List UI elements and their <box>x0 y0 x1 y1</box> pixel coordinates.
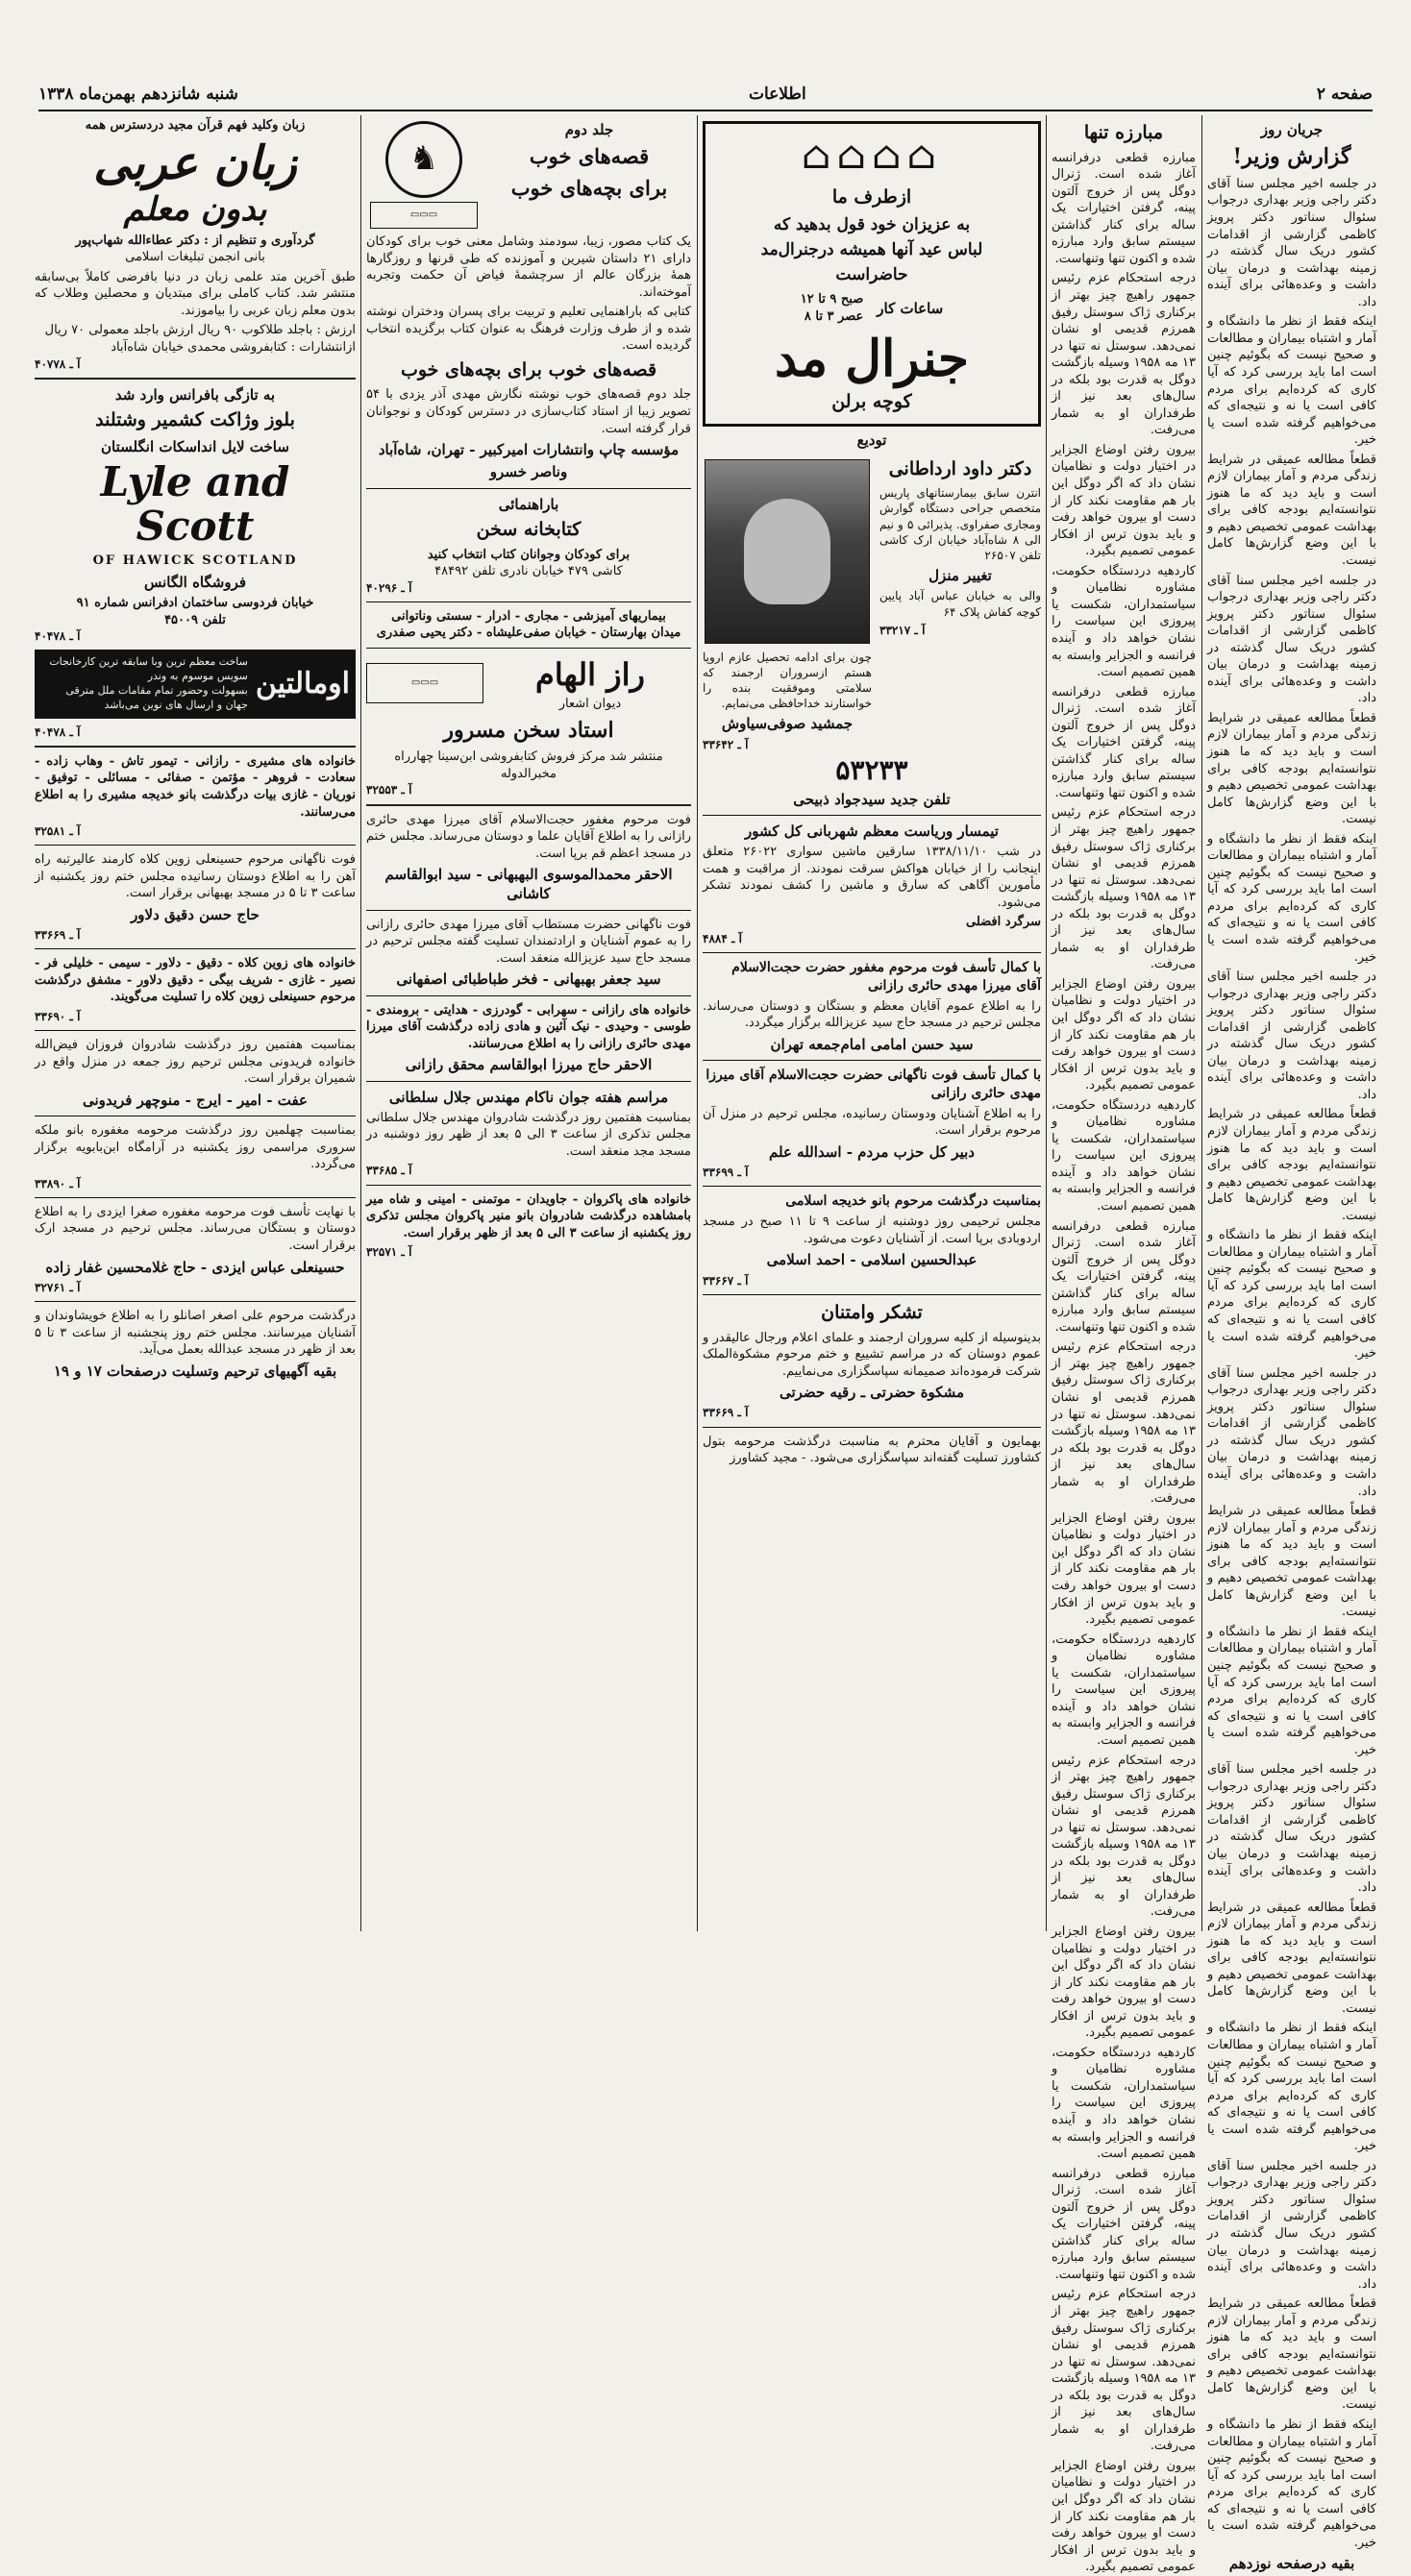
ad-code: آ ـ ۳۳۶۶۷ <box>703 1273 749 1288</box>
column-rule <box>360 115 361 1931</box>
ad-code: آ ـ ۳۲۵۵۳ <box>366 783 412 797</box>
book-price: ارزش : باجلد طلاکوب ۹۰ ریال ارزش باجلد معمولی ۷۰ ریال <box>44 323 356 338</box>
publisher-stamp: ▭▭▭ <box>370 202 478 229</box>
ad-code: آ ـ ۳۳۶۶۹ <box>35 928 81 943</box>
ad-line: حاضراست <box>835 264 908 284</box>
book-author: بانی انجمن تبلیغات اسلامی <box>125 250 265 265</box>
editorial-paragraph: قطعاً مطالعه عمیقی در شرایط زندگی مردم و آمار بیماران لازم است و باید دید که ما هنوز نتوانسته‌ایم بودجه کافی برای بهداشت عمومی تخصیص دهیم و با این وضع گزارش‌ها کامل نیست. <box>1207 1107 1376 1223</box>
guide-label: باراهنمائی <box>498 495 559 513</box>
hours-evening: عصر ۳ تا ۸ <box>804 309 864 324</box>
editorial-paragraph: در جلسه اخیر مجلس سنا آقای دکتر راجی وزیر بهداری درجواب سئوال سناتور دکتر پرویز کاظمی گزارشی از اقدامات کشور دریک سال گذشته در زمینه بهداشت و درمان بیان داشت و وعده‌هائی برای آینده داد. <box>1207 176 1376 309</box>
article-paragraph: کاردهیه دردستگاه حکومت، مشاوره نظامیان و سیاستمداران، شکست یا پیروزی این سیاست را نشان خواهد داد و آینده فرانسه و الجزایر وابسته به همین تصمیم است. <box>1052 1097 1196 1214</box>
thanks-text: بهمایون و آقایان محترم به مناسبت درگذشت مرحومه بتول کشاورز تسلیت گفته‌اند سپاسگزاری می‌شود. - مجید کشاورز <box>703 1434 1041 1466</box>
general-mode-ad <box>703 121 1041 427</box>
poet-name: استاد سخن مسرور <box>443 717 614 743</box>
omaltine-ad <box>35 650 356 718</box>
farewell-ad <box>703 454 872 752</box>
page-footer-note: بقیه آگهیهای ترحیم وتسلیت درصفحات ۱۷ و ۱۹ <box>53 1362 337 1380</box>
condolence-sign: دبیر کل حزب مردم - اسدالله علم <box>769 1143 975 1162</box>
publisher-stamp: ▭▭▭ <box>366 663 483 703</box>
editorial-paragraph: اینکه فقط از نظر ما دانشگاه و آمار و اشتباه بیماران و مطالعات و صحیح نیست که بگوئیم چنین است اما باید بررسی کرد که آیا کاری که کرده‌ایم برای مردم کافی است یا نه و نتیجه‌ای که می‌خواهیم گرفته شده است یا خیر. <box>1207 831 1376 965</box>
article-paragraph: بیرون رفتن اوضاع الجزایر در اختیار دولت و نظامیان نشان داد که اگر دوگل این بار هم مقاومت نکند کار از دست او بیرون خواهد رفت و باید بدون ترس از افکار عمومی تصمیم بگیرد. <box>1052 1924 1196 2041</box>
condolence-sign: سید حسن امامی امام‌جمعه تهران <box>770 1035 974 1053</box>
ad-code: آ ـ ۳۲۵۷۱ <box>366 1245 412 1260</box>
article-paragraph: درجه استحکام عزم رئیس جمهور راهیچ چیز بهتر از برکناری ژاک سوستل رفیق همرزم قدیمی او نشان نمی‌دهد. سوستل نه تنها در ۱۳ مه ۱۹۵۸ وسیله بازگشت دوگل به قدرت بود بلکه در سال‌های بعد نیز از طرفداران او به شمار می‌رفت. <box>1052 271 1196 438</box>
ad-code: آ ـ ۴۰۲۹۶ <box>366 580 412 595</box>
book-title: قصه‌های خوب <box>529 144 650 169</box>
book-title: قصه‌های خوب برای بچه‌های خوب <box>400 358 657 380</box>
editorial-paragraph: در جلسه اخیر مجلس سنا آقای دکتر راجی وزیر بهداری درجواب سئوال سناتور دکتر پرویز کاظمی گزارشی از اقدامات کشور دریک سال گذشته در زمینه بهداشت و درمان بیان داشت و وعده‌هائی برای آینده داد. <box>1207 1365 1376 1499</box>
obituary-text: بمناسبت هفتمین روز درگذشت شادروان فروزان فیض‌الله خانواده فریدونی مجلس ترحیم روز جمعه در منزل واقع در شمیران برقرار است. <box>35 1038 356 1087</box>
column-ads-center <box>703 117 1041 1924</box>
obituary-sign: حسینعلی عباس ایزدی - حاج غلامحسین غفار زاده <box>45 1258 345 1276</box>
book-description: طبق آخرین متد علمی زبان در دنیا بافرضی کاملاً بی‌سابقه منتشر شد. کتاب کاملی برای مبتدیان و محصلین وطلاب که بدون معلم زبان عربی را بیاموزند. <box>35 269 356 318</box>
thanks-title: تشکر وامتنان <box>821 1301 923 1323</box>
move-label: تغییر منزل <box>928 567 992 585</box>
publisher-logo-icon: ♞ <box>385 121 462 198</box>
article-paragraph: بیرون رفتن اوضاع الجزایر در اختیار دولت و نظامیان نشان داد که اگر دوگل این بار هم مقاومت نکند کار از دست او بیرون خواهد رفت و باید بدون ترس از افکار عمومی تصمیم بگیرد. <box>1052 976 1196 1093</box>
brand-name: جنرال مد <box>774 329 969 388</box>
issue-date: شنبه شانزدهم بهمن‌ماه ۱۳۳۸ <box>38 85 238 104</box>
obituary-text: بمناسبت هفتمین روز درگذشت شادروان مهندس جلال سلطانی مجلس تذکری از ساعت ۳ الی ۵ بعد از ظهر روز دوشنبه در مسجد مجد منعقد است. <box>366 1110 691 1159</box>
ad-code: آ ـ ۳۳۶۹۹ <box>703 1165 749 1180</box>
ad-line: ازطرف ما <box>831 186 912 208</box>
editorial-paragraph: اینکه فقط از نظر ما دانشگاه و آمار و اشتباه بیماران و مطالعات و صحیح نیست که بگوئیم چنین است اما باید بررسی کرد که آیا کاری که کرده‌ایم برای مردم کافی است یا نه و نتیجه‌ای که می‌خواهیم گرفته شده است یا خیر. <box>1207 1624 1376 1757</box>
arabic-book-title: زبان عربی <box>93 135 297 190</box>
store-phone: تلفن ۴۵۰۰۹ <box>164 612 226 627</box>
column-article <box>1052 117 1196 2575</box>
obituary-text: خانواده های رازانی - سهرابی - گودرزی - هدایتی - برومندی - طوسی - وحیدی - نیک آئین و هادی زاده درگذشت آقای میرزا مهدی حائری رازانی را به اطلاع می‌رسانند. <box>366 1002 691 1051</box>
hours-morning: صبح ۹ تا ۱۲ <box>800 292 864 307</box>
obituary-text: فوت ناگهانی مرحوم حسینعلی زوین کلاه کارمند عالیرتبه راه آهن را به اطلاع دوستان رسانیده مجلس ختم روز یکشنبه از ساعت ۳ تا ۵ در مسجد بهبهانی برقرار است. <box>35 852 356 901</box>
ad-code: آ ـ ۴۸۸۴ <box>703 931 742 945</box>
condolence-text: مجلس ترحیمی روز دوشنبه از ساعت ۹ تا ۱۱ صبح در مسجد اردوبادی برپا است. از آشنایان دعوت می‌شود. <box>703 1214 1042 1246</box>
arabic-book-tagline: زبان وکلید فهم قرآن مجید دردسترس همه <box>85 118 306 133</box>
poetry-publisher: منتشر شد مرکز فروش کتابفروشی ابن‌سینا چهارراه مخبرالدوله <box>394 749 663 781</box>
article-paragraph: مبارزه قطعی درفرانسه آغاز شده است. ژنرال دوگل پس از خروج آلتون پینه، گرفتن اختیارات یک ساله برای کنار گذاشتن سیستم سابق وارد مبارزه شده و اکنون تنها وتنهاست. <box>1052 2166 1196 2282</box>
ad-code: آ ـ ۳۳۶۸۵ <box>366 1164 412 1178</box>
farewell-text: چون برای ادامه تحصیل عازم اروپا هستم ازسروران ارجمند که سلامتی وموفقیت بنده را خواستارند خداحافظی می‌نمایم. <box>703 650 872 711</box>
obituary-text: بمناسبت چهلمین روز درگذشت مرحومه مغفوره بانو ملکه سروری مراسمی روز یکشنبه در آرامگاه ابن‌بابویه برگزار می‌گردد. <box>35 1123 356 1172</box>
obituary-sign: حاج حسن دقیق دلاور <box>131 905 260 923</box>
editorial-paragraph: اینکه فقط از نظر ما دانشگاه و آمار و اشتباه بیماران و مطالعات و صحیح نیست که بگوئیم چنین است اما باید بررسی کرد که آیا کاری که کرده‌ایم برای مردم کافی است یا نه و نتیجه‌ای که می‌خواهیم گرفته شده است یا خیر. <box>1207 1228 1376 1362</box>
obituary-text: خانواده های زوین کلاه - دقیق - دلاور - سیمی - خلیلی فر - نصیر - غازی - شریف بیگی - دقیق دلاور - مشفق درگذشت مرحوم حسینعلی زوین کلاه را تسلیت می‌گویند. <box>35 956 356 1005</box>
thanks-text: بدینوسیله از کلیه سروران ارجمند و علمای اعلام ورجال عالیقدر و عموم دوستان که در مراسم تشییع و ختم مرحوم مشکوة‌الملک شرکت فرموده‌اند صمیمانه سپاسگزاری می‌نماییم. <box>703 1330 1041 1379</box>
editorial-paragraph: در جلسه اخیر مجلس سنا آقای دکتر راجی وزیر بهداری درجواب سئوال سناتور دکتر پرویز کاظمی گزارشی از اقدامات کشور دریک سال گذشته در زمینه بهداشت و درمان بیان داشت و وعده‌هائی برای آینده داد. <box>1207 573 1376 706</box>
clinic-line: بیماریهای آمیزشی - مجاری - ادرار - سستی وناتوانی <box>391 608 666 624</box>
obituary-text: خانواده های مشیری - رازانی - تیمور تاش - وهاب زاده - سعادت - فروهر - مؤتمن - صفائی - مسائلی - توفیق - نوریان - غازی بیات درگذشت بانو خدیجه مشیری را به اطلاع می‌رسانند. <box>35 753 356 820</box>
article-paragraph: بیرون رفتن اوضاع الجزایر در اختیار دولت و نظامیان نشان داد که اگر دوگل این بار هم مقاومت نکند کار از دست او بیرون خواهد رفت و باید بدون ترس از افکار عمومی تصمیم بگیرد. <box>1052 1510 1196 1628</box>
continued-note: بقیه درصفحه نوزدهم <box>1228 2555 1355 2573</box>
ad-code: آ ـ ۳۲۷۶۱ <box>35 1280 81 1294</box>
condolence-sign: عبدالحسین اسلامی - احمد اسلامی <box>766 1251 978 1269</box>
article-paragraph: مبارزه قطعی درفرانسه آغاز شده است. ژنرال دوگل پس از خروج آلتون پینه، گرفتن اختیارات یک ساله برای کنار گذاشتن سیستم سابق وارد مبارزه شده و اکنون تنها وتنهاست. <box>1052 684 1196 800</box>
news-text: در شب ۱۳۳۸/۱۱/۱۰ سارقین ماشین سواری ۲۶۰۲۲ متعلق اینجانب را از خیابان هواکش سرقت نمودند. از مراقبت و همت مأمورین آگاهی که سارق و ماشین را کشف نمودند تشکر می‌شود. <box>703 845 1041 910</box>
product-maker: ساخت لایل انداسکات انگلستان <box>101 437 289 455</box>
editorial-paragraph: اینکه فقط از نظر ما دانشگاه و آمار و اشتباه بیماران و مطالعات و صحیح نیست که بگوئیم چنین است اما باید بررسی کرد که آیا کاری که کرده‌ایم برای مردم کافی است یا نه و نتیجه‌ای که می‌خواهیم گرفته شده است یا خیر. <box>1207 2021 1376 2154</box>
farewell-label: تودیع <box>856 431 887 450</box>
article-paragraph: کاردهیه دردستگاه حکومت، مشاوره نظامیان و سیاستمداران، شکست یا پیروزی این سیاست را نشان خواهد داد و آینده فرانسه و الجزایر وابسته به همین تصمیم است. <box>1052 1631 1196 1748</box>
obituary-sign: عفت - امیر - ایرج - منوچهر فریدونی <box>83 1091 308 1109</box>
omaltine-text: بسهولت وحضور تمام مقامات ملل مترقی جهان و ارسال های نوین می‌باشد <box>65 684 248 711</box>
ad-line: به عزیزان خود قول بدهید که <box>773 214 971 234</box>
poetry-subtitle: دیوان اشعار <box>558 697 622 712</box>
book-description: یک کتاب مصور، زیبا، سودمند وشامل معنی خوب برای کودکان دارای ۲۱ داستان شیرین و آموزنده که طی قرنها و روزگارها همهٔ بزرگان عالم از سرچشمهٔ فیاض آن حکمت وتجربه آموخته‌اند. <box>366 234 691 300</box>
clinic-line: میدان بهارستان - خیابان صفی‌علیشاه - دکتر یحیی صفدری <box>376 626 681 641</box>
store-name: فروشگاه الگانس <box>143 573 247 591</box>
article-paragraph: مبارزه قطعی درفرانسه آغاز شده است. ژنرال دوگل پس از خروج آلتون پینه، گرفتن اختیارات یک ساله برای کنار گذاشتن سیستم سابق وارد مبارزه شده و اکنون تنها وتنهاست. <box>1052 1218 1196 1335</box>
editorial-title: گزارش وزیر! <box>1232 144 1351 170</box>
page-header <box>38 83 1373 111</box>
article-paragraph: درجه استحکام عزم رئیس جمهور راهیچ چیز بهتر از برکناری ژاک سوستل رفیق همرزم قدیمی او نشان نمی‌دهد. سوستل نه تنها در ۱۳ مه ۱۹۵۸ وسیله بازگشت دوگل به قدرت بود بلکه در سال‌های بعد نیز از طرفداران او به شمار می‌رفت. <box>1052 1753 1196 1920</box>
library-name: کتابخانه سخن <box>476 518 582 540</box>
publisher-name: مؤسسه چاپ وانتشارات امیرکبیر - تهران، شاه‌آباد <box>378 441 680 459</box>
ad-code: آ ـ ۴۰۴۷۸ <box>35 629 81 644</box>
news-sign: سرگرد افضلی <box>966 915 1041 930</box>
store-address: خیابان فردوسی ساختمان ادفرانس شماره ۹۱ <box>76 596 314 611</box>
obituary-sign: الاحقر محمدالموسوی البهبهانی - سید ابوالقاسم کاشانی <box>384 866 673 903</box>
doctor-details: انترن سابق بیمارستانهای پاریس متخصص جراحی دستگاه گوارش ومجاری صفراوی. پذیرائی ۵ و نیم الی ۸ شاه‌آباد خیابان ارک کاشی تلفن ۲۶۵۰۷ <box>879 486 1042 563</box>
column-rule <box>697 115 698 1931</box>
news-title: تیمسار وریاست معظم شهربانی کل کشور <box>745 822 999 840</box>
editorial-paragraph: در جلسه اخیر مجلس سنا آقای دکتر راجی وزیر بهداری درجواب سئوال سناتور دکتر پرویز کاظمی گزارشی از اقدامات کشور دریک سال گذشته در زمینه بهداشت و درمان بیان داشت و وعده‌هائی برای آینده داد. <box>1207 969 1376 1102</box>
article-paragraph: کاردهیه دردستگاه حکومت، مشاوره نظامیان و سیاستمداران، شکست یا پیروزی این سیاست را نشان خواهد داد و آینده فرانسه و الجزایر وابسته به همین تصمیم است. <box>1052 2045 1196 2162</box>
obituary-sign: الاحقر حاج میرزا ابوالقاسم محقق رازانی <box>405 1056 653 1074</box>
omaltine-brand: اومالتین <box>255 666 350 700</box>
article-title: مبارزه تنها <box>1083 122 1164 143</box>
ad-code: آ ـ ۴۰۴۷۸ <box>35 724 81 739</box>
condolence-title: با کمال تأسف فوت ناگهانی حضرت حجت‌الاسلام آقای میرزا مهدی حائری رازانی <box>706 1067 1041 1102</box>
book-title: برای بچه‌های خوب <box>510 175 668 200</box>
editorial-paragraph: در جلسه اخیر مجلس سنا آقای دکتر راجی وزیر بهداری درجواب سئوال سناتور دکتر پرویز کاظمی گزارشی از اقدامات کشور دریک سال گذشته در زمینه بهداشت و درمان بیان داشت و وعده‌هائی برای آینده داد. <box>1207 2158 1376 2292</box>
article-paragraph: درجه استحکام عزم رئیس جمهور راهیچ چیز بهتر از برکناری ژاک سوستل رفیق همرزم قدیمی او نشان نمی‌دهد. سوستل نه تنها در ۱۳ مه ۱۹۵۸ وسیله بازگشت دوگل به قدرت بود بلکه در سال‌های بعد نیز از طرفداران او به شمار می‌رفت. <box>1052 1339 1196 1507</box>
obituary-sign: سید جعفر بهبهانی - فخر طباطبائی اصفهانی <box>396 970 661 989</box>
article-paragraph: درجه استحکام عزم رئیس جمهور راهیچ چیز بهتر از برکناری ژاک سوستل رفیق همرزم قدیمی او نشان نمی‌دهد. سوستل نه تنها در ۱۳ مه ۱۹۵۸ وسیله بازگشت دوگل به قدرت بود بلکه در سال‌های بعد نیز از طرفداران او به شمار می‌رفت. <box>1052 2287 1196 2454</box>
product-name: بلوز وژاکت کشمیر وشتلند <box>95 409 295 430</box>
obituary-text: خانواده های پاکروان - جاویدان - موتمنی - امینی و شاه میر بامشاهده درگذشت شادروان بانو منیر پاکروان مجلس تذکری روز یکشنبه از ساعت ۳ الی ۵ بعد از ظهر برقرار است. <box>366 1191 691 1240</box>
obituary-title: مراسم هفته جوان ناکام مهندس جلال سلطانی <box>388 1088 669 1106</box>
editorial-paragraph: در جلسه اخیر مجلس سنا آقای دکتر راجی وزیر بهداری درجواب سئوال سناتور دکتر پرویز کاظمی گزارشی از اقدامات کشور دریک سال گذشته در زمینه بهداشت و درمان بیان داشت و وعده‌هائی برای آینده داد. <box>1207 1762 1376 1896</box>
lyle-scott-sub: OF HAWICK SCOTLAND <box>92 553 298 569</box>
ad-code: آ ـ ۳۳۶۴۲ <box>703 737 749 751</box>
brand-address: کوچه برلن <box>831 390 912 412</box>
editorial-paragraph: قطعاً مطالعه عمیقی در شرایط زندگی مردم و آمار بیماران لازم است و باید دید که ما هنوز نتوانسته‌ایم بودجه کافی برای بهداشت عمومی تخصیص دهیم و با این وضع گزارش‌ها کامل نیست. <box>1207 710 1376 827</box>
farewell-name: جمشید صوفی‌سیاوش <box>721 715 854 733</box>
column-rule <box>1046 115 1047 1931</box>
book-author: گردآوری و تنظیم از : دکتر عطاءالله شهاب‌پور <box>75 233 315 248</box>
ad-code: آ ـ ۳۳۸۹۰ <box>35 1176 81 1190</box>
ad-line: لباس عید آنها همیشه درجنرال‌مد <box>760 239 983 259</box>
editorial-paragraph: قطعاً مطالعه عمیقی در شرایط زندگی مردم و آمار بیماران لازم است و باید دید که ما هنوز نتوانسته‌ایم بودجه کافی برای بهداشت عمومی تخصیص دهیم و با این وضع گزارش‌ها کامل نیست. <box>1207 2296 1376 2413</box>
portrait-photo <box>705 459 870 644</box>
article-paragraph: درجه استحکام عزم رئیس جمهور راهیچ چیز بهتر از برکناری ژاک سوستل رفیق همرزم قدیمی او نشان نمی‌دهد. سوستل نه تنها در ۱۳ مه ۱۹۵۸ وسیله بازگشت دوگل به قدرت بود بلکه در سال‌های بعد نیز از طرفداران او به شمار می‌رفت. <box>1052 805 1196 972</box>
library-address: کاشی ۴۷۹ خیابان نادری تلفن ۴۸۴۹۲ <box>434 564 623 579</box>
omaltine-text: ساخت معظم ترین وبا سابقه ترین کارخانجات سویس موسوم به وندر <box>49 655 248 683</box>
editorial-paragraph: قطعاً مطالعه عمیقی در شرایط زندگی مردم و آمار بیماران لازم است و باید دید که ما هنوز نتوانسته‌ایم بودجه کافی برای بهداشت عمومی تخصیص دهیم و با این وضع گزارش‌ها کامل نیست. <box>1207 452 1376 568</box>
book-description: کتابی که باراهنمایی تعلیم و تربیت برای پسران ودختران نوشته شده و از طرف وزارت فرهنگ به عنوان کتاب برگزیده انتخاب گردیده است. <box>366 305 691 354</box>
newspaper-name: اطلاعات <box>748 85 806 104</box>
move-text: والی به خیابان عباس آباد پایین کوچه کفاش پلاک ۶۴ <box>879 589 1041 619</box>
ad-code: آ ـ ۳۳۶۹۰ <box>35 1010 81 1023</box>
page-number: صفحه ۲ <box>1316 85 1373 104</box>
ad-code: آ ـ ۳۲۵۸۱ <box>35 824 81 839</box>
phone-number: ۵۳۲۳۳ <box>835 753 908 786</box>
thanks-sign: مشکوة حضرتی ـ رقیه حضرتی <box>779 1384 965 1402</box>
arabic-book-subtitle: بدون معلم <box>123 190 267 230</box>
obituary-text: فوت ناگهانی حضرت مستطاب آقای میرزا مهدی حائری رازانی را به عموم آشنایان و ارادتمندان تسلیت گفته مجلس ترحیم در مسجد حاج سید عزیزالله منعقد است. <box>366 917 691 966</box>
editorial-paragraph: قطعاً مطالعه عمیقی در شرایط زندگی مردم و آمار بیماران لازم است و باید دید که ما هنوز نتوانسته‌ایم بودجه کافی برای بهداشت عمومی تخصیص دهیم و با این وضع گزارش‌ها کامل نیست. <box>1207 1900 1376 2016</box>
ad-code: آ ـ ۳۳۲۱۷ <box>879 623 926 637</box>
obituary-text: درگذشت مرحوم علی اصغر اصانلو را به اطلاع خویشاوندان و آشنایان میرسانند. مجلس ختم روز پنجشنبه از ساعت ۳ تا ۵ بعد از ظهر در مسجد عبدالله بعمل می‌آید. <box>35 1308 356 1358</box>
condolence-text: را به اطلاع عموم آقایان معظم و بستگان و دوستان می‌رساند. مجلس ترحیم در مسجد حاج سید عزیزالله برگزار میگردد. <box>703 998 1041 1031</box>
column-rule <box>1201 115 1202 1931</box>
obituary-text: با نهایت تأسف فوت مرحومه مغفوره صغرا ایزدی را به اطلاع دوستان و بستگان می‌رساند. مجلس ترحیم در مسجد ارک برقرار است. <box>35 1204 356 1253</box>
ad-code: آ ـ ۳۳۶۶۹ <box>703 1406 749 1420</box>
ad-code: آ ـ ۴۰۷۷۸ <box>35 356 81 371</box>
column-books <box>366 117 691 1924</box>
fresh-arrival: به تازگی بافرانس وارد شد <box>114 385 276 404</box>
condolence-title: با کمال تأسف فوت مرحوم مغفور حضرت حجت‌الاسلام آقای میرزا مهدی حائری رازانی <box>731 960 1041 994</box>
volume-label: جلد دوم <box>564 121 614 138</box>
column-ads-left <box>35 117 356 1924</box>
phone-label: تلفن جدید سیدجواد ذبیحی <box>793 790 951 808</box>
column-editorial <box>1207 117 1376 2573</box>
library-text: برای کودکان وجوانان کتاب انتخاب کنید <box>427 547 631 562</box>
lyle-scott-logo: Lyle and Scott <box>100 457 290 551</box>
publisher-name: وناصر خسرو <box>489 463 568 481</box>
article-paragraph: بیرون رفتن اوضاع الجزایر در اختیار دولت و نظامیان نشان داد که اگر دوگل این بار هم مقاومت نکند کار از دست او بیرون خواهد رفت و باید بدون ترس از افکار عمومی تصمیم بگیرد. <box>1052 442 1196 559</box>
editorial-paragraph: قطعاً مطالعه عمیقی در شرایط زندگی مردم و آمار بیماران لازم است و باید دید که ما هنوز نتوانسته‌ایم بودجه کافی برای بهداشت عمومی تخصیص دهیم و با این وضع گزارش‌ها کامل نیست. <box>1207 1504 1376 1620</box>
article-paragraph: کاردهیه دردستگاه حکومت، مشاوره نظامیان و سیاستمداران، شکست یا پیروزی این سیاست را نشان خواهد داد و آینده فرانسه و الجزایر وابسته به همین تصمیم است. <box>1052 563 1196 680</box>
doctor-ad <box>879 454 1041 752</box>
obituary-text: فوت مرحوم مغفور حجت‌الاسلام آقای میرزا مهدی حائری رازانی را به اطلاع آقایان علما و دوستان می‌رساند. مجلس ختم در مسجد اعظم قم برپا است. <box>366 812 691 861</box>
editorial-paragraph: اینکه فقط از نظر ما دانشگاه و آمار و اشتباه بیماران و مطالعات و صحیح نیست که بگوئیم چنین است اما باید بررسی کرد که آیا کاری که کرده‌ایم برای مردم کافی است یا نه و نتیجه‌ای که می‌خواهیم گرفته شده است یا خیر. <box>1207 314 1376 448</box>
doctor-name: دکتر داود ارداطانی <box>888 457 1032 479</box>
editorial-paragraph: اینکه فقط از نظر ما دانشگاه و آمار و اشتباه بیماران و مطالعات و صحیح نیست که بگوئیم چنین است اما باید بررسی کرد که آیا کاری که کرده‌ایم برای مردم کافی است یا نه و نتیجه‌ای که می‌خواهیم گرفته شده است یا خیر. <box>1207 2417 1376 2550</box>
book-distributor: ازانتشارات : کتابفروشی محمدی خیابان شاه‌آباد <box>111 340 356 356</box>
article-paragraph: بیرون رفتن اوضاع الجزایر در اختیار دولت و نظامیان نشان داد که اگر دوگل این بار هم مقاومت نکند کار از دست او بیرون خواهد رفت و باید بدون ترس از افکار عمومی تصمیم بگیرد. <box>1052 2458 1196 2575</box>
book-description: جلد دوم قصه‌های خوب نوشته نگارش مهدی آذر یزدی با ۵۴ تصویر زیبا از استاد کتاب‌سازی در دسترس کودکان و نوجوانان قرار گرفته است. <box>366 387 691 436</box>
article-paragraph: مبارزه قطعی درفرانسه آغاز شده است. ژنرال دوگل پس از خروج آلتون پینه، گرفتن اختیارات یک ساله برای کنار گذاشتن سیستم سابق وارد مبارزه شده و اکنون تنها وتنهاست. <box>1052 150 1196 266</box>
condolence-title: بمناسبت درگذشت مرحوم بانو خدیجه اسلامی <box>785 1193 1041 1210</box>
section-label: جریان روز <box>1260 121 1324 138</box>
house-icon: ⌂⌂⌂⌂ <box>801 134 943 178</box>
condolence-text: را به اطلاع آشنایان ودوستان رسانیده، مجلس ترحیم در منزل آن مرحوم برقرار است. <box>703 1106 1041 1139</box>
poetry-title: راز الهام <box>535 655 645 693</box>
work-hours-label: ساعات کار <box>877 299 944 317</box>
